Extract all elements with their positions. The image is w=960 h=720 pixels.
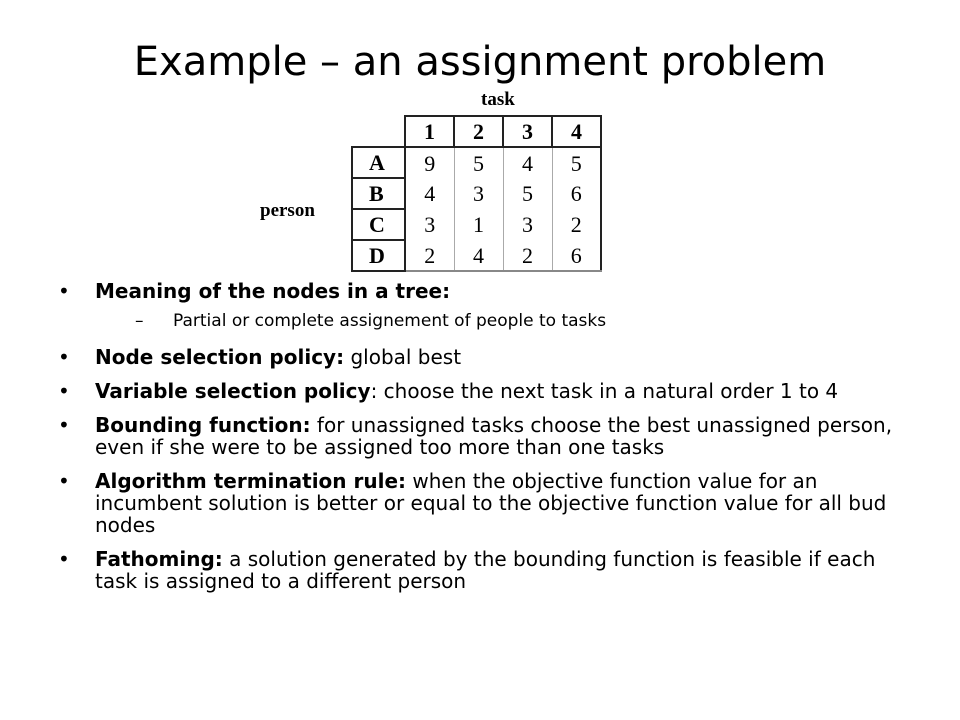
- table-row: [352, 178, 601, 209]
- bullet-item-termination-rule: [58, 470, 903, 536]
- cost-cell: 4: [405, 178, 454, 209]
- person-header-c: C: [352, 209, 405, 240]
- sub-bullet-item: [95, 310, 903, 332]
- task-header-4: 4: [552, 116, 601, 147]
- cost-cell: 3: [454, 178, 503, 209]
- task-header-2: 2: [454, 116, 503, 147]
- cost-cell: 5: [454, 147, 503, 178]
- table-row: [352, 240, 601, 271]
- bullet-heading: Variable selection policy: [95, 379, 371, 403]
- cost-cell: 2: [552, 209, 601, 240]
- cost-cell: 3: [503, 209, 552, 240]
- person-header-b: B: [352, 178, 405, 209]
- bullet-text: global best: [344, 345, 462, 369]
- bullet-item-node-selection: [58, 346, 903, 368]
- bullet-heading: Fathoming:: [95, 547, 223, 571]
- cost-cell: 4: [503, 147, 552, 178]
- bullet-item-node-meaning: [58, 280, 903, 332]
- cost-cell: 3: [405, 209, 454, 240]
- slide-title: Example – an assignment problem: [133, 39, 827, 85]
- bullet-dot-icon: •: [58, 345, 70, 369]
- task-header-1: 1: [405, 116, 454, 147]
- bullet-heading: Bounding function:: [95, 413, 311, 437]
- cost-cell: 6: [552, 178, 601, 209]
- table-row: [352, 147, 601, 178]
- table-corner-cell: [352, 116, 405, 147]
- cost-cell: 9: [405, 147, 454, 178]
- person-axis-label: person: [260, 200, 315, 221]
- bullet-list: [58, 280, 903, 604]
- cost-cell: 2: [405, 240, 454, 271]
- sub-bullet-dash-icon: –: [135, 311, 144, 331]
- person-header-d: D: [352, 240, 405, 271]
- sub-bullet-text: Partial or complete assignement of people to tasks: [173, 311, 607, 331]
- bullet-text: a solution generated by the bounding function is feasible if each task is assigned to a different person: [95, 547, 876, 593]
- bullet-dot-icon: •: [58, 413, 70, 437]
- bullet-heading: Meaning of the nodes in a tree:: [95, 279, 451, 303]
- bullet-dot-icon: •: [58, 469, 70, 493]
- bullet-text: for unassigned tasks choose the best unassigned person, even if she were to be assigned too more than one tasks: [95, 413, 893, 459]
- cost-cell: 4: [454, 240, 503, 271]
- bullet-item-bounding-function: [58, 414, 903, 458]
- task-axis-label: task: [481, 89, 515, 110]
- bullet-dot-icon: •: [58, 279, 70, 303]
- cost-cell: 5: [503, 178, 552, 209]
- cost-cell: 5: [552, 147, 601, 178]
- bullet-heading: Node selection policy:: [95, 345, 345, 369]
- cost-cell: 2: [503, 240, 552, 271]
- task-header-3: 3: [503, 116, 552, 147]
- person-header-a: A: [352, 147, 405, 178]
- bullet-item-fathoming: [58, 548, 903, 592]
- bullet-text: when the objective function value for an incumbent solution is better or equal to the objective function value for all bud nodes: [95, 469, 887, 537]
- cost-cell: 1: [454, 209, 503, 240]
- bullet-dot-icon: •: [58, 547, 70, 571]
- assignment-cost-table: [351, 115, 602, 272]
- table-row: [352, 209, 601, 240]
- bullet-dot-icon: •: [58, 379, 70, 403]
- bullet-text: : choose the next task in a natural order 1 to 4: [370, 379, 839, 403]
- bullet-item-variable-selection: [58, 380, 903, 402]
- bullet-heading: Algorithm termination rule:: [95, 469, 407, 493]
- cost-cell: 6: [552, 240, 601, 271]
- table-header-row: [352, 116, 601, 147]
